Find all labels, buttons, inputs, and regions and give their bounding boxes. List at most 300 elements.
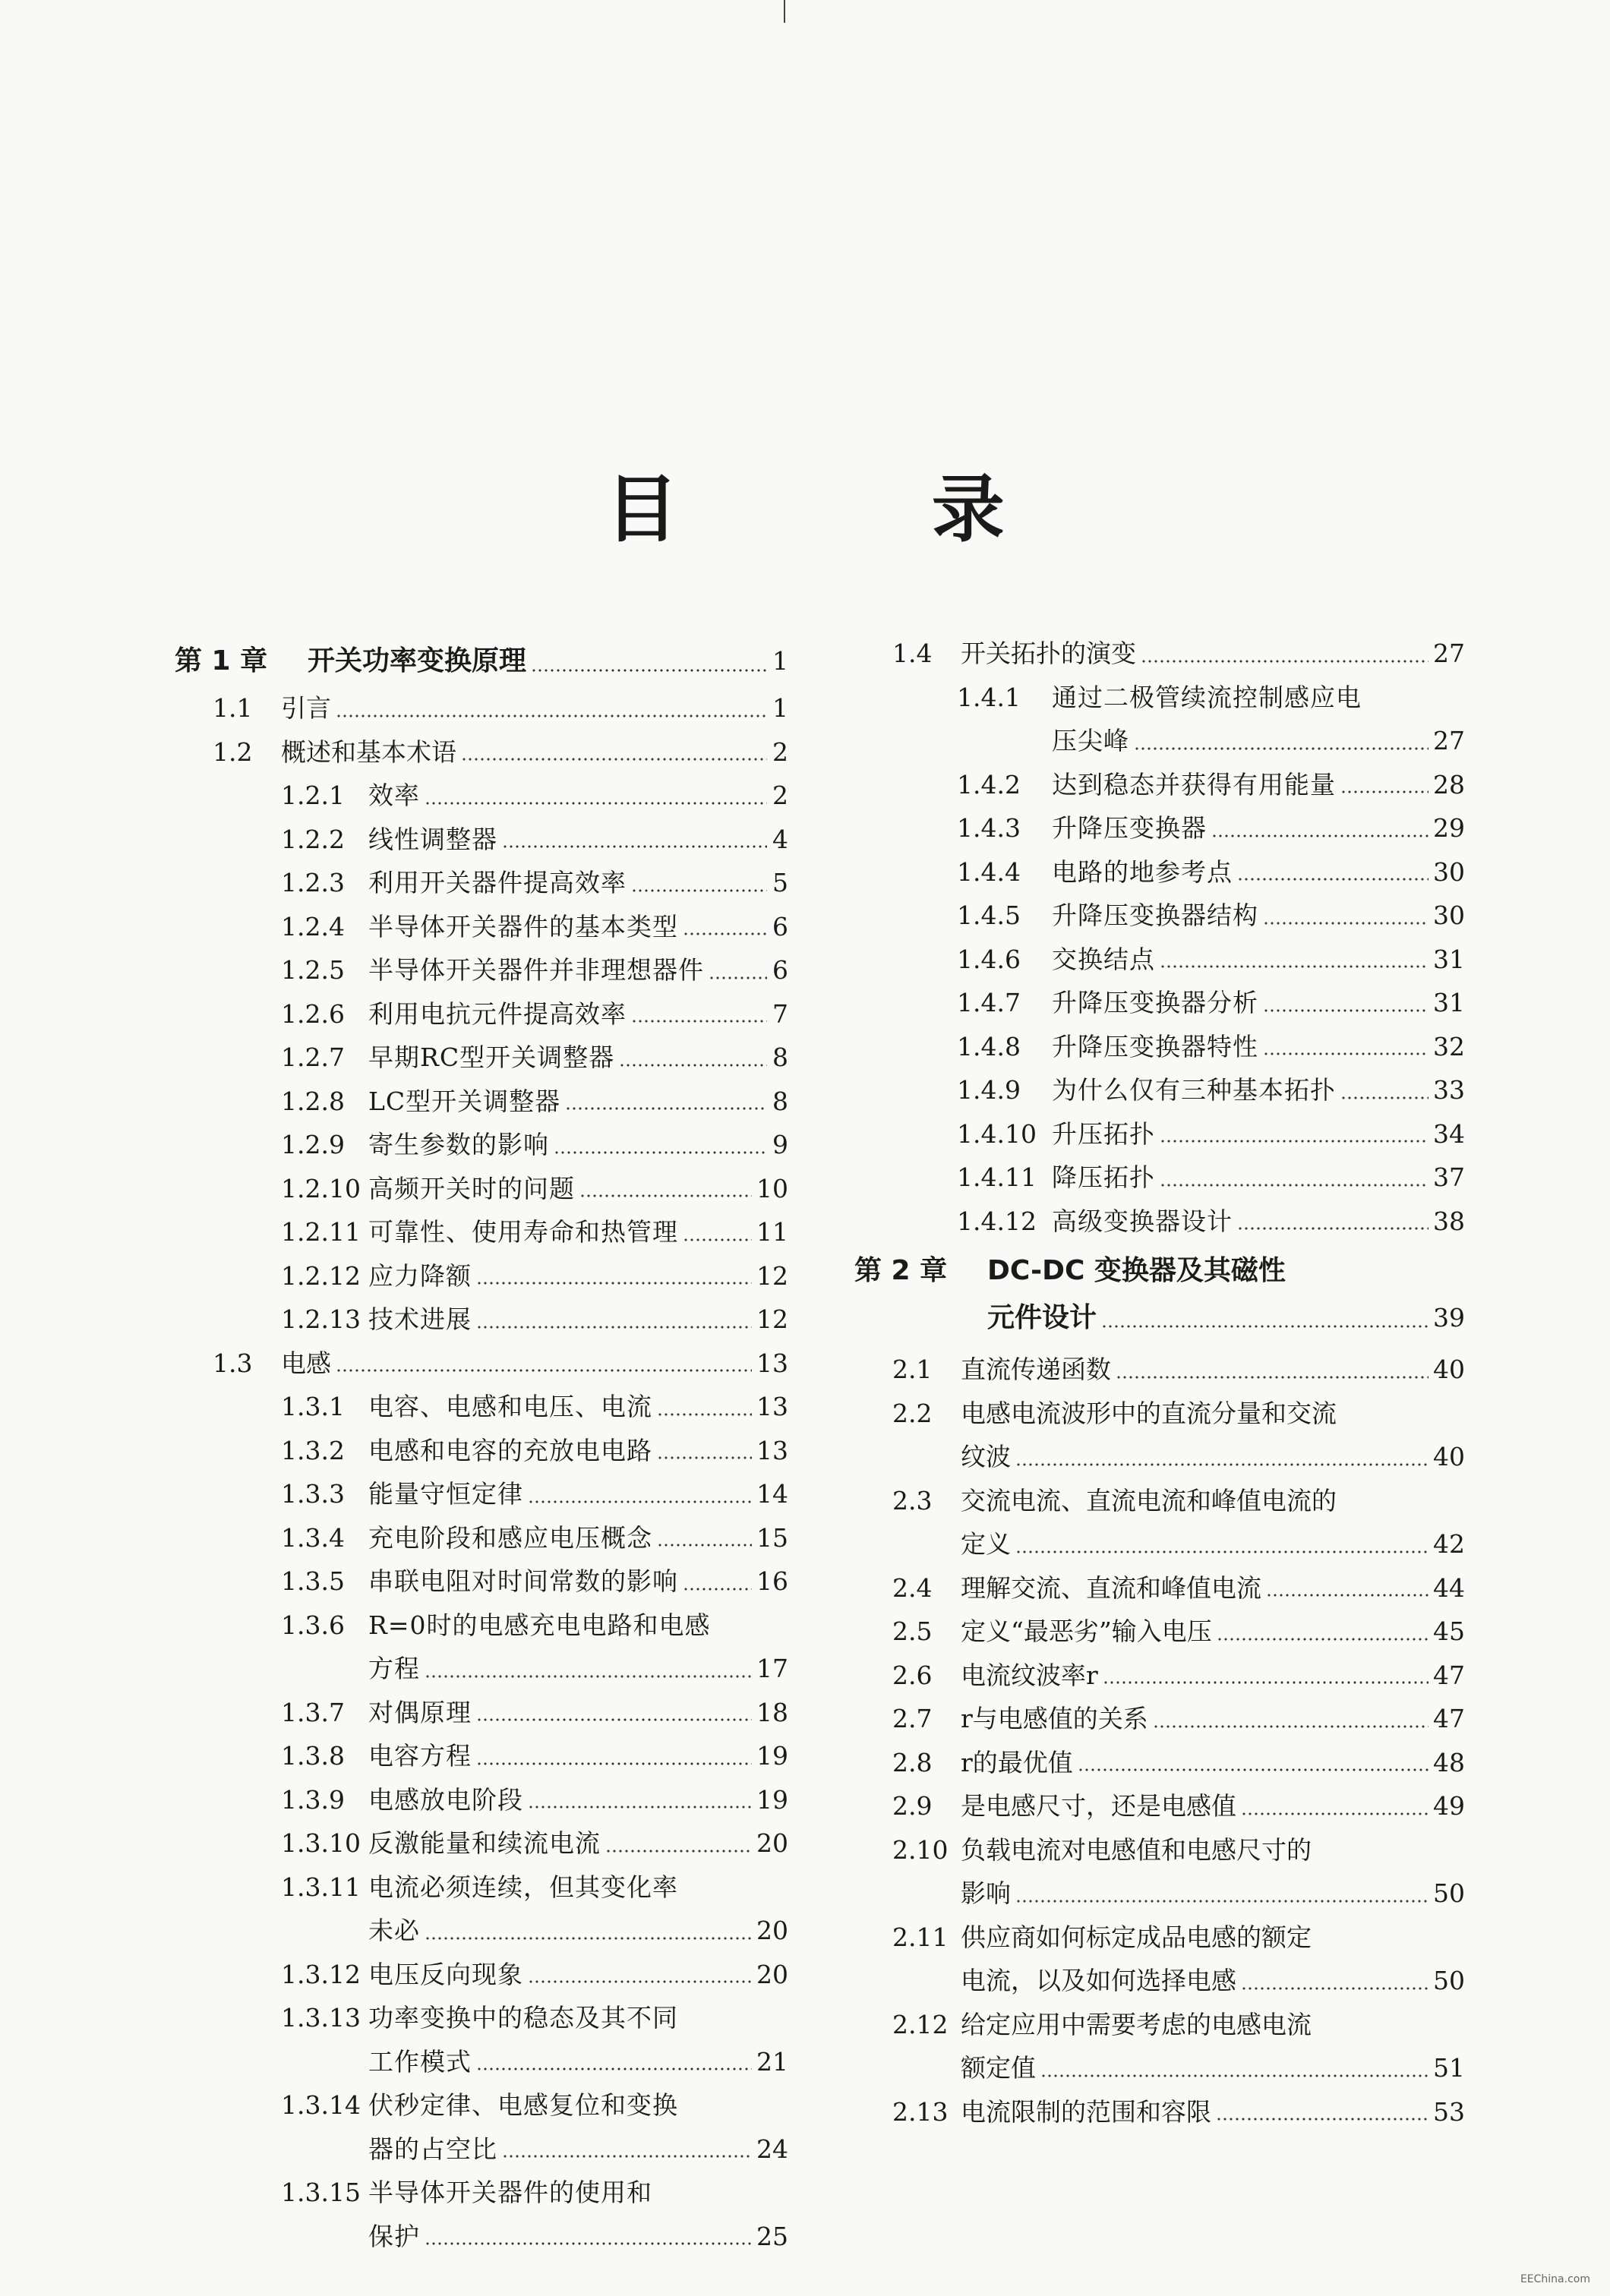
toc-page-number: 4 (772, 824, 788, 854)
toc-entry-line-1 (854, 1479, 1465, 1523)
toc-number: 2.2 (892, 1398, 933, 1428)
toc-page-number: 44 (1433, 1572, 1465, 1603)
toc-title: 电流限制的范围和容限 (961, 2096, 1211, 2127)
dot-leader (1237, 850, 1428, 894)
toc-page-number: 15 (756, 1522, 788, 1553)
toc-number: 1.3.8 (281, 1741, 345, 1771)
toc-title: 引言 (281, 693, 331, 723)
dot-leader (1211, 806, 1428, 850)
toc-number: 1.3.3 (281, 1479, 345, 1509)
toc-title: 电容方程 (368, 1741, 472, 1771)
toc-title: 给定应用中需要考虑的电感电流 (961, 2009, 1312, 2039)
toc-page-number: 20 (756, 1959, 788, 1989)
toc-entry[interactable] (854, 850, 1465, 894)
toc-title-continued: 压尖峰 (1052, 726, 1129, 755)
dot-leader (476, 1254, 752, 1298)
dot-leader (683, 1560, 752, 1604)
toc-number: 1.2 (213, 736, 253, 767)
toc-title: 线性调整器 (368, 824, 497, 854)
toc-number: 1.4.1 (957, 682, 1021, 712)
toc-page-number: 20 (756, 1916, 788, 1945)
toc-number: 2.10 (892, 1834, 949, 1865)
toc-title: 对偶原理 (368, 1697, 472, 1727)
dot-leader (631, 992, 767, 1036)
toc-title: 电感 (281, 1348, 331, 1378)
toc-page-number: 31 (1433, 944, 1465, 974)
toc-number: 1.4.3 (957, 813, 1021, 843)
dot-leader (1160, 1156, 1428, 1200)
toc-page-number: 50 (1433, 1878, 1465, 1908)
dot-leader (657, 1516, 752, 1560)
dot-leader (1116, 1348, 1428, 1392)
toc-entry[interactable] (854, 1479, 1465, 1566)
toc-entry[interactable] (854, 938, 1465, 982)
toc-title: 交流电流、直流电流和峰值电流的 (961, 1485, 1337, 1515)
toc-entry[interactable] (175, 1210, 788, 1254)
toc-title-continued: 器的占空比 (368, 2134, 497, 2164)
toc-number: 1.2.7 (281, 1042, 345, 1072)
dot-leader (425, 1647, 752, 1691)
toc-number: 1.4.8 (957, 1031, 1021, 1061)
toc-entry[interactable] (175, 1778, 788, 1822)
toc-entry[interactable] (175, 1298, 788, 1342)
toc-number: 2.11 (892, 1922, 949, 1952)
toc-number: 1.2.3 (281, 868, 345, 897)
toc-entry[interactable] (175, 1342, 788, 1386)
toc-title: 供应商如何标定成品电感的额定 (961, 1922, 1312, 1952)
toc-title: 反激能量和续流电流 (368, 1828, 601, 1858)
toc-number: 2.13 (892, 2096, 949, 2127)
toc-entry[interactable] (854, 1654, 1465, 1698)
toc-entry[interactable] (175, 2171, 788, 2258)
toc-number: 1.4.4 (957, 856, 1021, 887)
dot-leader (683, 905, 767, 949)
toc-entry-line-1 (854, 1247, 1465, 1295)
toc-title: 高频开关时的问题 (368, 1173, 575, 1203)
toc-page-number: 12 (756, 1304, 788, 1334)
toc-page-number: 48 (1433, 1747, 1465, 1777)
toc-page-number: 42 (1433, 1529, 1465, 1559)
toc-number: 1.2.9 (281, 1130, 345, 1159)
toc-entry-line-1 (175, 1866, 788, 1910)
toc-title: 升降压变换器特性 (1052, 1031, 1258, 1061)
toc-entry[interactable] (854, 2003, 1465, 2090)
toc-chapter[interactable] (175, 636, 788, 686)
toc-chapter[interactable] (854, 1247, 1465, 1348)
toc-entry[interactable] (854, 1697, 1465, 1741)
toc-entry-line-2 (175, 1647, 788, 1691)
toc-title-continued: 元件设计 (987, 1302, 1097, 1333)
toc-title: 负载电流对电感值和电感尺寸的 (961, 1834, 1312, 1865)
dot-leader (554, 1123, 767, 1167)
toc-entry[interactable] (854, 1741, 1465, 1785)
dot-leader (1040, 2046, 1428, 2090)
dot-leader (657, 1429, 752, 1473)
toc-page-number: 40 (1433, 1355, 1465, 1384)
toc-title: 技术进展 (368, 1304, 472, 1334)
toc-entry-line-1 (175, 1996, 788, 2040)
toc-page-number: 34 (1433, 1118, 1465, 1149)
toc-number: 2.4 (892, 1572, 933, 1603)
toc-number: 1.3.14 (281, 2090, 361, 2120)
toc-number: 2.6 (892, 1660, 933, 1690)
page-title: 目 录 (605, 467, 1119, 552)
toc-number: 1.3.15 (281, 2178, 361, 2207)
toc-entry[interactable] (175, 1167, 788, 1211)
toc-title: 电流纹波率r (961, 1660, 1098, 1690)
toc-page-number: 2 (772, 781, 788, 810)
toc-entry-line-2 (854, 2046, 1465, 2090)
toc-number: 1.4.10 (957, 1118, 1037, 1149)
toc-entry-line-2 (175, 1909, 788, 1953)
toc-entry[interactable] (175, 861, 788, 905)
toc-page-number: 19 (756, 1784, 788, 1815)
toc-entry[interactable] (175, 1516, 788, 1560)
toc-entry[interactable] (175, 1996, 788, 2083)
toc-page-number: 21 (756, 2046, 788, 2077)
dot-leader (709, 948, 767, 992)
toc-entry[interactable] (854, 1025, 1465, 1069)
toc-title-continued: 定义 (961, 1529, 1011, 1559)
toc-entry[interactable] (854, 894, 1465, 938)
toc-entry[interactable] (175, 1866, 788, 1953)
toc-number: 2.12 (892, 2009, 949, 2039)
toc-title: 交换结点 (1052, 944, 1155, 974)
watermark: EEChina.com (1520, 2273, 1590, 2285)
toc-page-number: 47 (1433, 1704, 1465, 1733)
toc-page-number: 25 (756, 2221, 788, 2251)
toc-title: 升降压变换器分析 (1052, 988, 1258, 1017)
dot-leader (531, 636, 767, 686)
toc-number: 1.2.5 (281, 955, 345, 985)
toc-entry[interactable] (175, 1953, 788, 1997)
toc-number: 1.4.2 (957, 769, 1021, 800)
toc-title: 高级变换器设计 (1052, 1206, 1233, 1236)
toc-title: 是电感尺寸，还是电感值 (961, 1791, 1236, 1821)
toc-title: 通过二极管续流控制感应电 (1052, 682, 1362, 712)
toc-entry[interactable] (175, 948, 788, 992)
toc-entry-line-2 (854, 1295, 1465, 1342)
toc-entry[interactable] (854, 1068, 1465, 1112)
toc-page-number: 32 (1433, 1031, 1465, 1061)
toc-page-number: 24 (756, 2134, 788, 2164)
dot-leader (1340, 1068, 1428, 1112)
toc-title: 伏秒定律、电感复位和变换 (368, 2090, 678, 2120)
toc-entry[interactable] (854, 1784, 1465, 1828)
toc-title: 半导体开关器件的基本类型 (368, 911, 678, 941)
toc-title-continued: 额定值 (961, 2053, 1036, 2083)
toc-entry[interactable] (854, 1112, 1465, 1156)
toc-number: 1.3.5 (281, 1566, 345, 1596)
toc-number: 1.2.10 (281, 1173, 361, 1203)
toc-entry[interactable] (175, 992, 788, 1036)
toc-page-number: 45 (1433, 1616, 1465, 1646)
dot-leader (528, 1778, 752, 1822)
toc-number: 2.8 (892, 1747, 933, 1777)
dot-leader (476, 1691, 752, 1735)
dot-leader (1103, 1654, 1428, 1698)
dot-leader (1015, 1435, 1428, 1479)
dot-leader (502, 818, 767, 862)
toc-title: 电感和电容的充放电电路 (368, 1435, 652, 1465)
toc-page-number: 27 (1433, 639, 1465, 668)
toc-entry[interactable] (175, 1604, 788, 1691)
dot-leader (461, 730, 767, 774)
toc-number: 1.3.6 (281, 1610, 345, 1640)
dot-leader (1141, 632, 1428, 676)
toc-number: 1.2.2 (281, 824, 345, 854)
toc-entry[interactable] (175, 1691, 788, 1735)
toc-page-number: 30 (1433, 900, 1465, 930)
toc-title: 利用开关器件提高效率 (368, 868, 627, 897)
toc-page-number: 14 (756, 1479, 788, 1509)
dot-leader (1160, 938, 1428, 982)
toc-title: 电容、电感和电压、电流 (368, 1392, 652, 1421)
toc-number: 1.2.13 (281, 1304, 361, 1334)
toc-page-number: 2 (772, 736, 788, 767)
toc-number: 第 1 章 (175, 645, 268, 676)
dot-leader (476, 1298, 752, 1342)
toc-title: 直流传递函数 (961, 1355, 1111, 1384)
toc-title: 早期RC型开关调整器 (368, 1042, 615, 1072)
toc-entry[interactable] (175, 1472, 788, 1516)
toc-title: 电路的地参考点 (1052, 856, 1233, 887)
toc-title: 升降压变换器 (1052, 813, 1207, 843)
toc-title: 定义“最恶劣”输入电压 (961, 1616, 1212, 1646)
toc-page-number: 12 (756, 1260, 788, 1291)
dot-leader (1237, 1200, 1428, 1244)
toc-entry[interactable] (175, 774, 788, 818)
toc-page-number: 1 (772, 646, 788, 676)
toc-entry-line-1 (175, 2171, 788, 2215)
toc-title: 开关功率变换原理 (308, 645, 527, 676)
toc-right-column (854, 632, 1465, 2134)
toc-page-number: 31 (1433, 988, 1465, 1017)
toc-title: 理解交流、直流和峰值电流 (961, 1572, 1261, 1603)
toc-title: 电感放电阶段 (368, 1784, 523, 1815)
toc-page-number: 39 (1433, 1303, 1465, 1332)
toc-entry[interactable] (854, 2090, 1465, 2134)
dot-leader (1134, 719, 1428, 763)
toc-title: 半导体开关器件并非理想器件 (368, 955, 704, 985)
toc-title: 开关拓扑的演变 (961, 639, 1136, 668)
toc-entry[interactable] (854, 981, 1465, 1025)
toc-page-number: 40 (1433, 1442, 1465, 1471)
toc-entry[interactable] (854, 1916, 1465, 2003)
toc-number: 1.4 (892, 639, 933, 668)
toc-number: 1.4.12 (957, 1206, 1037, 1236)
toc-entry-line-2 (854, 1959, 1465, 2003)
toc-title: 串联电阻对时间常数的影响 (368, 1566, 678, 1596)
toc-entry[interactable] (854, 632, 1465, 676)
toc-entry[interactable] (175, 1385, 788, 1429)
toc-number: 第 2 章 (854, 1255, 948, 1286)
toc-page-number: 47 (1433, 1660, 1465, 1690)
toc-entry[interactable] (175, 1123, 788, 1167)
toc-page-number: 6 (772, 911, 788, 941)
toc-title: 电感电流波形中的直流分量和交流 (961, 1398, 1337, 1428)
dot-leader (1015, 1872, 1428, 1916)
toc-page-number: 19 (756, 1741, 788, 1771)
toc-entry-line-2 (854, 719, 1465, 763)
toc-entry[interactable] (175, 1560, 788, 1604)
toc-entry[interactable] (175, 1254, 788, 1298)
dot-leader (605, 1821, 752, 1866)
toc-page-number: 7 (772, 998, 788, 1029)
dot-leader (425, 1909, 752, 1953)
toc-number: 1.3.7 (281, 1697, 345, 1727)
toc-number: 2.5 (892, 1616, 933, 1646)
toc-entry[interactable] (175, 686, 788, 730)
scan-fold-mark (784, 0, 785, 23)
toc-number: 1.2.11 (281, 1217, 361, 1247)
toc-page-number: 1 (772, 693, 788, 723)
toc-page-number: 9 (772, 1130, 788, 1159)
toc-number: 2.3 (892, 1485, 933, 1515)
toc-title: 电压反向现象 (368, 1959, 523, 1989)
toc-entry[interactable] (854, 1200, 1465, 1244)
toc-page-number: 8 (772, 1086, 788, 1116)
dot-leader (1078, 1741, 1428, 1785)
toc-entry-line-2 (175, 2040, 788, 2084)
toc-page-number: 28 (1433, 769, 1465, 800)
toc-entry[interactable] (854, 1156, 1465, 1200)
toc-left-column (175, 632, 788, 2258)
toc-page-number: 50 (1433, 1966, 1465, 1995)
toc-page-number: 16 (756, 1566, 788, 1596)
toc-number: 1.3.10 (281, 1828, 361, 1858)
dot-leader (1241, 1959, 1428, 2003)
toc-title: 半导体开关器件的使用和 (368, 2178, 652, 2207)
dot-leader (657, 1385, 752, 1429)
toc-number: 2.9 (892, 1791, 933, 1821)
toc-page-number: 37 (1433, 1162, 1465, 1192)
toc-page-number: 13 (756, 1435, 788, 1465)
toc-title: DC-DC 变换器及其磁性 (987, 1255, 1286, 1286)
toc-number: 1.2.8 (281, 1086, 345, 1116)
dot-leader (579, 1167, 752, 1211)
toc-entry[interactable] (175, 730, 788, 774)
toc-entry[interactable] (854, 806, 1465, 850)
toc-title-continued: 保护 (368, 2221, 420, 2251)
toc-title-continued: 未必 (368, 1916, 420, 1945)
toc-entry-line-2 (854, 1435, 1465, 1479)
toc-title-continued: 影响 (961, 1878, 1011, 1908)
toc-number: 1.3.13 (281, 2003, 361, 2033)
toc-number: 1.4.5 (957, 900, 1021, 930)
toc-title: 降压拓扑 (1052, 1162, 1155, 1192)
toc-entry-line-1 (854, 2003, 1465, 2047)
toc-title-continued: 电流，以及如何选择电感 (961, 1966, 1236, 1995)
dot-leader (476, 1734, 752, 1778)
toc-entry-line-1 (175, 1604, 788, 1648)
toc-title: 概述和基本术语 (281, 736, 456, 767)
toc-number: 1.3.12 (281, 1959, 361, 1989)
dot-leader (1263, 1025, 1428, 1069)
toc-page-number: 10 (756, 1173, 788, 1203)
toc-entry-line-2 (854, 1522, 1465, 1566)
toc-entry[interactable] (854, 1392, 1465, 1479)
toc-entry-line-2 (175, 2215, 788, 2259)
toc-title: 功率变换中的稳态及其不同 (368, 2003, 678, 2033)
toc-title: 为什么仅有三种基本拓扑 (1052, 1075, 1336, 1105)
toc-page-number: 11 (756, 1217, 788, 1247)
toc-page-number: 18 (756, 1697, 788, 1727)
toc-number: 1.2.12 (281, 1260, 361, 1291)
dot-leader (1153, 1697, 1428, 1741)
toc-entry[interactable] (854, 1348, 1465, 1392)
toc-number: 1.4.7 (957, 988, 1021, 1017)
toc-page-number: 49 (1433, 1791, 1465, 1821)
toc-number: 1.2.1 (281, 781, 345, 810)
dot-leader (425, 774, 767, 818)
toc-entry-line-2 (854, 1872, 1465, 1916)
toc-title: 寄生参数的影响 (368, 1130, 549, 1159)
toc-number: 1.2.4 (281, 911, 345, 941)
toc-entry-line-1 (854, 1392, 1465, 1436)
toc-title: 升降压变换器结构 (1052, 900, 1258, 930)
dot-leader (1263, 894, 1428, 938)
toc-entry[interactable] (175, 1429, 788, 1473)
toc-title: 升压拓扑 (1052, 1118, 1155, 1149)
toc-entry[interactable] (854, 676, 1465, 763)
toc-title: 可靠性、使用寿命和热管理 (368, 1217, 678, 1247)
toc-page-number: 5 (772, 868, 788, 897)
toc-title: 应力降额 (368, 1260, 472, 1291)
toc-entry-line-1 (854, 676, 1465, 720)
dot-leader (619, 1036, 767, 1080)
toc-title: R=0时的电感充电电路和电感 (368, 1610, 711, 1640)
dot-leader (502, 2127, 752, 2171)
toc-title: 能量守恒定律 (368, 1479, 523, 1509)
toc-entry[interactable] (175, 1734, 788, 1778)
dot-leader (528, 1953, 752, 1997)
toc-page-number: 30 (1433, 856, 1465, 887)
toc-entry[interactable] (175, 2083, 788, 2171)
toc-number: 1.4.11 (957, 1162, 1037, 1192)
toc-entry[interactable] (854, 763, 1465, 807)
toc-entry[interactable] (854, 1828, 1465, 1916)
dot-leader (683, 1210, 752, 1254)
dot-leader (476, 2040, 752, 2084)
toc-page-number: 53 (1433, 2096, 1465, 2127)
toc-title-continued: 方程 (368, 1654, 420, 1683)
toc-entry[interactable] (175, 905, 788, 949)
toc-page-number: 29 (1433, 813, 1465, 843)
toc-number: 1.4.6 (957, 944, 1021, 974)
toc-title: 充电阶段和感应电压概念 (368, 1522, 652, 1553)
toc-entry[interactable] (854, 1566, 1465, 1610)
toc-number: 1.4.9 (957, 1075, 1021, 1105)
toc-entry-line-1 (854, 1916, 1465, 1960)
toc-number: 1.3.4 (281, 1522, 345, 1553)
toc-number: 1.3.1 (281, 1392, 345, 1421)
dot-leader (425, 2215, 752, 2259)
toc-entry[interactable] (175, 1036, 788, 1080)
toc-entry[interactable] (854, 1610, 1465, 1654)
toc-entry[interactable] (175, 818, 788, 862)
toc-title: 达到稳态并获得有用能量 (1052, 769, 1336, 800)
toc-entry-line-2 (175, 2127, 788, 2171)
dot-leader (1015, 1522, 1428, 1566)
toc-entry[interactable] (175, 1080, 788, 1124)
toc-entry[interactable] (175, 1821, 788, 1866)
dot-leader (631, 861, 767, 905)
toc-number: 2.7 (892, 1704, 933, 1733)
toc-page-number: 33 (1433, 1075, 1465, 1105)
toc-title-continued: 纹波 (961, 1442, 1011, 1471)
dot-leader (528, 1472, 752, 1516)
